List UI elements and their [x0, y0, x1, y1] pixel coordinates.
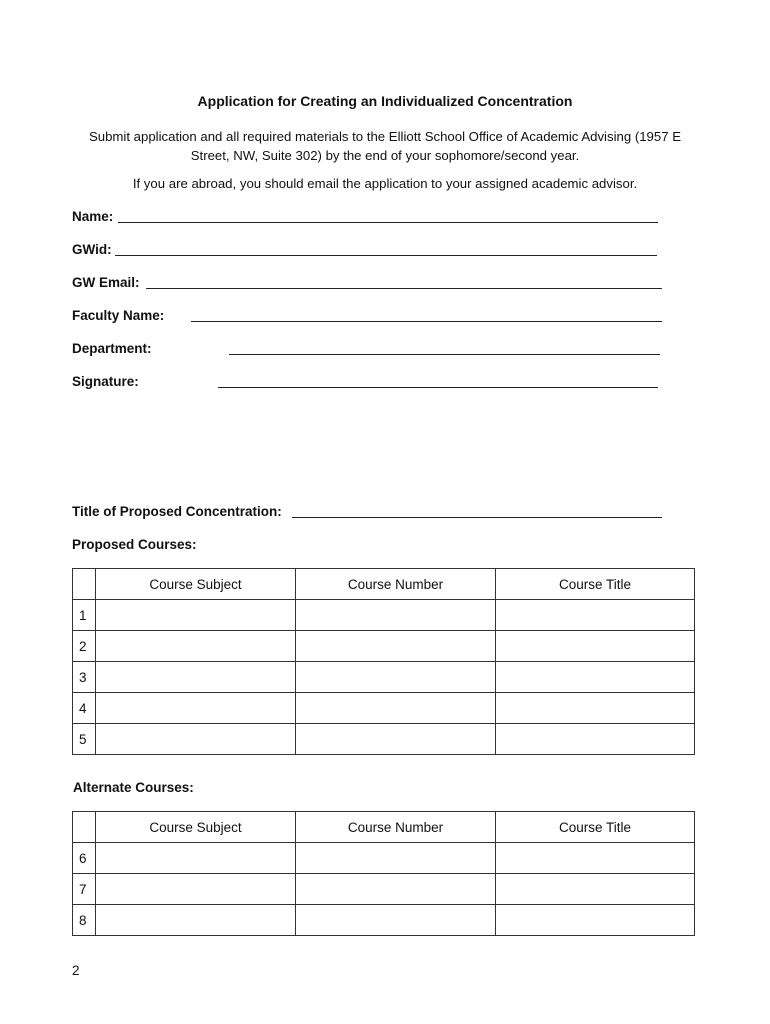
course-subject-cell[interactable]: [96, 600, 296, 631]
course-number-header: Course Number: [296, 812, 496, 843]
table-row: [73, 874, 695, 905]
course-number-header: Course Number: [296, 569, 496, 600]
course-title-header: Course Title: [496, 812, 695, 843]
course-subject-cell[interactable]: [96, 874, 296, 905]
alternate-courses-table: [72, 811, 695, 936]
table-row: [73, 843, 695, 874]
name-field[interactable]: [118, 222, 658, 223]
row-number-header: [73, 812, 96, 843]
course-title-cell[interactable]: [496, 662, 695, 693]
row-number: 6: [73, 843, 96, 874]
course-title-cell[interactable]: [496, 724, 695, 755]
gwid-label: GWid:: [72, 242, 112, 257]
row-number-header: [73, 569, 96, 600]
course-number-cell[interactable]: [296, 693, 496, 724]
course-number-cell[interactable]: [296, 600, 496, 631]
concentration-title-field[interactable]: [292, 517, 662, 518]
course-subject-cell[interactable]: [96, 905, 296, 936]
table-row: [73, 631, 695, 662]
course-title-cell[interactable]: [496, 843, 695, 874]
course-subject-cell[interactable]: [96, 693, 296, 724]
table-header-row: [73, 569, 695, 600]
table-row: [73, 693, 695, 724]
name-label: Name:: [72, 209, 114, 224]
course-subject-header: Course Subject: [96, 812, 296, 843]
course-title-cell[interactable]: [496, 600, 695, 631]
faculty-name-field[interactable]: [191, 321, 662, 322]
course-number-cell[interactable]: [296, 843, 496, 874]
course-title-cell[interactable]: [496, 631, 695, 662]
alternate-courses-heading: Alternate Courses:: [73, 780, 194, 795]
row-number: 7: [73, 874, 96, 905]
concentration-title-label: Title of Proposed Concentration:: [72, 504, 282, 519]
table-row: [73, 662, 695, 693]
signature-label: Signature:: [72, 374, 139, 389]
signature-field[interactable]: [218, 387, 658, 388]
table-row: [73, 905, 695, 936]
course-subject-cell[interactable]: [96, 631, 296, 662]
table-row: [73, 600, 695, 631]
row-number: 1: [73, 600, 96, 631]
proposed-courses-table: [72, 568, 695, 755]
faculty-name-label: Faculty Name:: [72, 308, 165, 323]
row-number: 3: [73, 662, 96, 693]
department-label: Department:: [72, 341, 152, 356]
course-number-cell[interactable]: [296, 631, 496, 662]
submission-instructions: Submit application and all required materials to the Elliott School Office of Academic Advising (1957 E Street, NW, Suite 302) by the end of your sophomore/second year.: [88, 129, 682, 163]
course-number-cell[interactable]: [296, 874, 496, 905]
gw-email-field[interactable]: [146, 288, 662, 289]
course-title-cell[interactable]: [496, 905, 695, 936]
course-subject-header: Course Subject: [96, 569, 296, 600]
page-number: 2: [72, 963, 80, 978]
table-row: [73, 724, 695, 755]
course-number-cell[interactable]: [296, 662, 496, 693]
row-number: 5: [73, 724, 96, 755]
row-number: 4: [73, 693, 96, 724]
row-number: 2: [73, 631, 96, 662]
course-title-cell[interactable]: [496, 693, 695, 724]
course-title-cell[interactable]: [496, 874, 695, 905]
course-number-cell[interactable]: [296, 724, 496, 755]
course-number-cell[interactable]: [296, 905, 496, 936]
course-subject-cell[interactable]: [96, 724, 296, 755]
proposed-courses-heading: Proposed Courses:: [72, 537, 197, 552]
course-subject-cell[interactable]: [96, 662, 296, 693]
department-field[interactable]: [229, 354, 660, 355]
form-title: Application for Creating an Individualized Concentration: [197, 93, 573, 109]
gw-email-label: GW Email:: [72, 275, 140, 290]
course-subject-cell[interactable]: [96, 843, 296, 874]
gwid-field[interactable]: [115, 255, 657, 256]
row-number: 8: [73, 905, 96, 936]
table-header-row: [73, 812, 695, 843]
abroad-note: If you are abroad, you should email the application to your assigned academic advisor.: [132, 176, 638, 191]
course-title-header: Course Title: [496, 569, 695, 600]
